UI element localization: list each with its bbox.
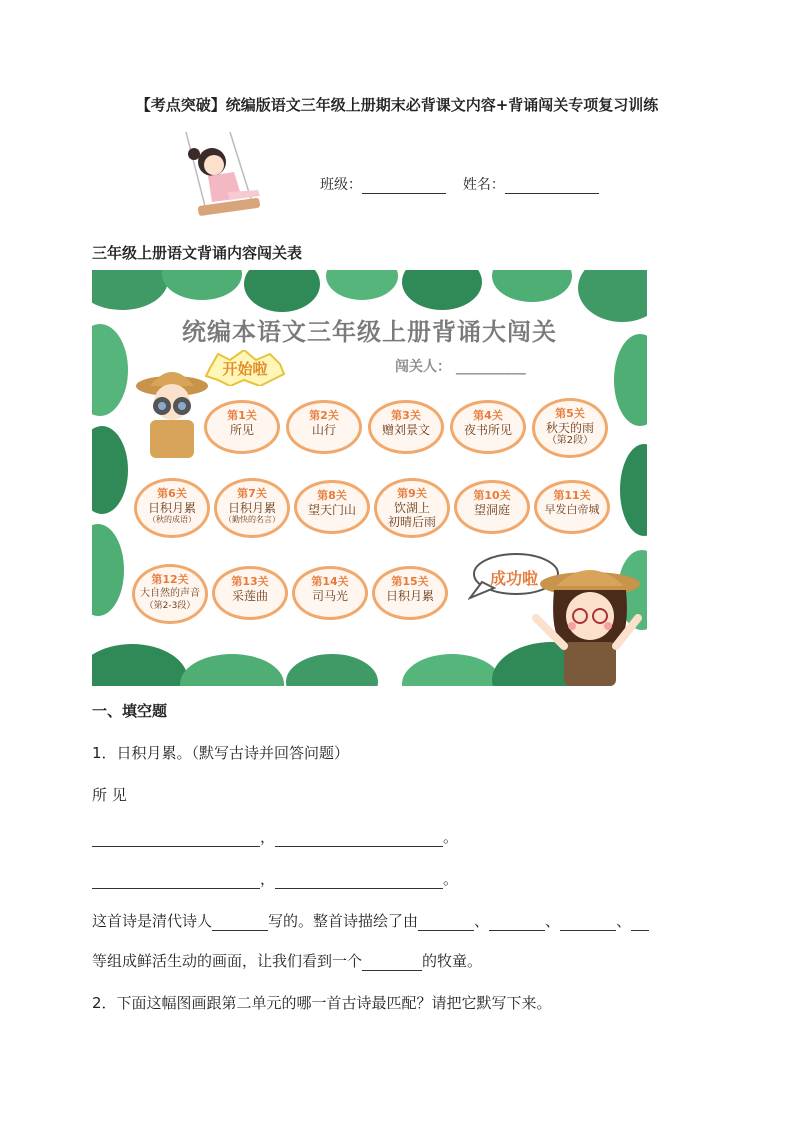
level-11[interactable] — [534, 480, 610, 534]
level-number: 第9关 — [397, 487, 427, 500]
text: 等组成鲜活生动的画面，让我们看到一个 — [92, 952, 363, 970]
answer-blank[interactable] — [92, 832, 260, 847]
answer-blank[interactable] — [275, 832, 443, 847]
herdboy-blank[interactable] — [362, 956, 422, 971]
level-name: 日积月累 — [147, 501, 196, 515]
class-name-line — [320, 174, 599, 194]
level-name: 山行 — [311, 423, 336, 437]
poet-blank[interactable] — [212, 916, 268, 931]
level-6[interactable] — [134, 478, 210, 538]
level-7[interactable] — [214, 478, 290, 538]
girl-cheering-illustration — [530, 566, 642, 686]
name-label: 姓名： — [462, 177, 505, 193]
start-label: 开始啦 — [222, 360, 268, 378]
name-blank[interactable] — [505, 179, 599, 194]
text: 这首诗是清代诗人 — [92, 912, 213, 930]
page-title: 【考点突破】统编版语文三年级上册期末必背课文内容+背诵闯关专项复习训练 — [135, 96, 659, 114]
class-blank[interactable] — [362, 179, 446, 194]
level-9[interactable] — [374, 478, 450, 538]
level-8[interactable] — [294, 480, 370, 534]
level-name: 秋天的雨 — [545, 421, 594, 435]
level-4[interactable] — [450, 400, 526, 454]
poem-line-2 — [92, 868, 458, 889]
level-subtitle: （秋的成语） — [148, 515, 196, 524]
level-name: 赠刘景文 — [381, 423, 430, 437]
girl-on-swing-illustration — [168, 132, 268, 224]
level-subtitle: （第2段） — [546, 435, 594, 446]
level-name-line2: 初晴后雨 — [387, 515, 436, 529]
punct: ， — [260, 870, 276, 888]
level-name: 望洞庭 — [473, 503, 510, 517]
level-number: 第15关 — [391, 575, 429, 588]
question-1-text-line-2 — [92, 950, 482, 971]
level-name: 大自然的声音 — [140, 588, 200, 599]
level-number: 第1关 — [227, 409, 257, 422]
scene-blank[interactable] — [418, 916, 474, 931]
success-label: 成功啦 — [489, 569, 538, 588]
scene-blank[interactable] — [560, 916, 616, 931]
level-name: 早发白帝城 — [544, 503, 600, 516]
level-name: 日积月累 — [227, 501, 276, 515]
level-name: 司马光 — [311, 589, 348, 603]
level-number: 第6关 — [157, 487, 187, 500]
level-name: 望天门山 — [307, 503, 356, 517]
challenger-label: 闯关人： — [395, 359, 451, 375]
text: 写的。整首诗描绘了由 — [268, 912, 419, 930]
punct: 。 — [443, 828, 459, 846]
level-subtitle: （勤快的名言） — [224, 515, 280, 524]
level-number: 第7关 — [237, 487, 267, 500]
answer-blank[interactable] — [275, 874, 443, 889]
level-name: 饮湖上 — [393, 501, 430, 515]
text: 的牧童。 — [422, 952, 483, 970]
scene-blank[interactable] — [631, 916, 649, 931]
section-heading: 一、填空题 — [92, 702, 168, 720]
punct: ， — [260, 828, 276, 846]
level-number: 第11关 — [553, 489, 591, 502]
level-name: 日积月累 — [385, 589, 434, 603]
level-number: 第8关 — [317, 489, 347, 502]
question-1: 1．日积月累。（默写古诗并回答问题） — [92, 744, 350, 762]
question-1-text-line-1 — [92, 910, 649, 931]
section-title: 三年级上册语文背诵内容闯关表 — [92, 244, 303, 262]
level-number: 第5关 — [555, 407, 585, 420]
question-2: 2．下面这幅图画跟第二单元的哪一首古诗最匹配？请把它默写下来。 — [92, 994, 552, 1012]
level-subtitle: （第2-3段） — [144, 601, 196, 611]
level-name: 所见 — [229, 423, 254, 437]
level-1[interactable] — [204, 400, 280, 454]
recitation-challenge-poster — [92, 270, 647, 686]
level-number: 第3关 — [391, 409, 421, 422]
level-number: 第13关 — [231, 575, 269, 588]
punct: 、 — [474, 912, 490, 930]
level-number: 第14关 — [311, 575, 349, 588]
level-10[interactable] — [454, 480, 530, 534]
level-15[interactable] — [372, 566, 448, 620]
poem-line-1 — [92, 826, 458, 847]
poem-title: 所 见 — [92, 786, 127, 804]
boy-with-binoculars-illustration — [136, 362, 208, 458]
level-name: 夜书所见 — [463, 423, 512, 437]
start-badge — [204, 350, 286, 386]
punct: 、 — [616, 912, 632, 930]
level-14[interactable] — [292, 566, 368, 620]
punct: 、 — [545, 912, 561, 930]
level-number: 第4关 — [473, 409, 503, 422]
answer-blank[interactable] — [92, 874, 260, 889]
challenger-blank: __________ — [455, 359, 526, 375]
level-2[interactable] — [286, 400, 362, 454]
level-13[interactable] — [212, 566, 288, 620]
scene-blank[interactable] — [489, 916, 545, 931]
level-3[interactable] — [368, 400, 444, 454]
level-12[interactable] — [132, 564, 208, 624]
level-number: 第2关 — [309, 409, 339, 422]
level-name: 采莲曲 — [231, 589, 268, 603]
level-number: 第10关 — [473, 489, 511, 502]
level-5[interactable] — [532, 398, 608, 458]
poster-title: 统编本语文三年级上册背诵大闯关 — [182, 318, 557, 346]
level-number: 第12关 — [151, 573, 189, 586]
challenger-field — [395, 356, 526, 376]
class-label: 班级： — [320, 177, 362, 193]
punct: 。 — [443, 870, 459, 888]
